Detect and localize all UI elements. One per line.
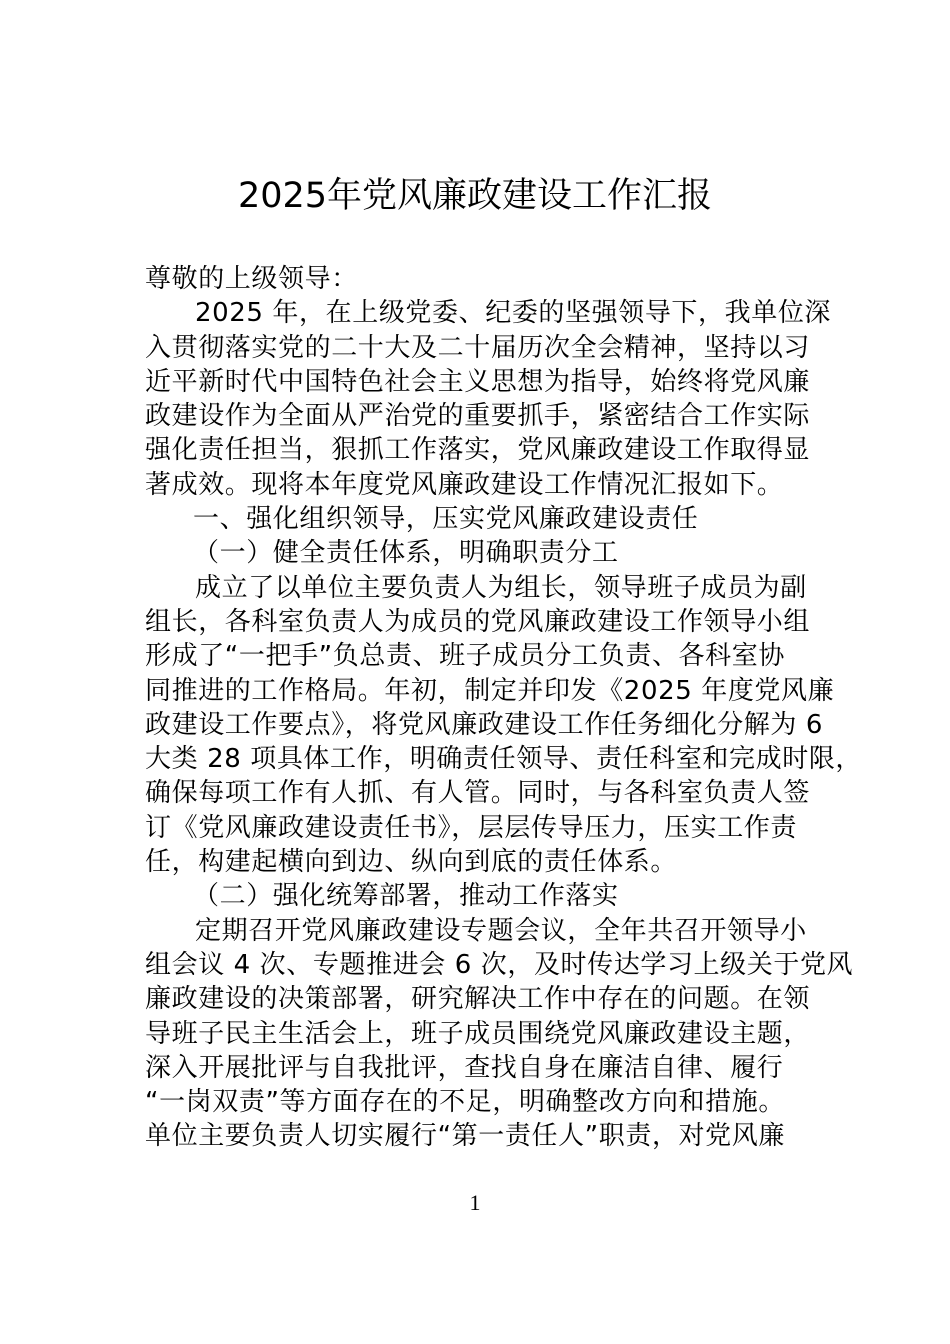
- paragraph-line: 深入开展批评与自我批评，查找自身在廉洁自律、履行: [145, 1052, 784, 1083]
- paragraph-line: 政建设工作要点》，将党风廉政建设工作任务细化分解为 6: [145, 709, 824, 740]
- salutation: 尊敬的上级领导：: [145, 264, 358, 294]
- subsection-heading: （一）健全责任体系，明确职责分工: [193, 538, 619, 569]
- paragraph-line: 任，构建起横向到边、纵向到底的责任体系。: [145, 847, 678, 878]
- paragraph-line: 廉政建设的决策部署，研究解决工作中存在的问题。在领: [145, 984, 811, 1015]
- paragraph-line: 政建设作为全面从严治党的重要抓手，紧密结合工作实际: [145, 401, 811, 432]
- paragraph-line: 订《党风廉政建设责任书》，层层传导压力，压实工作责: [145, 812, 798, 843]
- paragraph-line: “一岗双责”等方面存在的不足，明确整改方向和措施。: [145, 1087, 785, 1118]
- page-number: 1: [469, 1190, 481, 1215]
- paragraph-line: 入贯彻落实党的二十大及二十届历次全会精神，坚持以习: [145, 332, 811, 363]
- paragraph-line: 定期召开党风廉政建设专题会议，全年共召开领导小: [195, 915, 807, 946]
- paragraph-line: 形成了“一把手”负总责、班子成员分工负责、各科室协: [145, 641, 785, 672]
- paragraph-line: 组会议 4 次、专题推进会 6 次，及时传达学习上级关于党风: [145, 949, 854, 980]
- paragraph-line: 单位主要负责人切实履行“第一责任人”职责，对党风廉: [145, 1121, 785, 1152]
- paragraph-line: 大类 28 项具体工作，明确责任领导、责任科室和完成时限，: [145, 744, 863, 775]
- subsection-heading: （二）强化统筹部署，推动工作落实: [193, 881, 619, 912]
- paragraph-line: 同推进的工作格局。年初，制定并印发《2025 年度党风廉: [145, 675, 835, 706]
- paragraph-line: 近平新时代中国特色社会主义思想为指导，始终将党风廉: [145, 366, 811, 397]
- section-heading: 一、强化组织领导，压实党风廉政建设责任: [193, 504, 699, 535]
- paragraph-line: 组长，各科室负责人为成员的党风廉政建设工作领导小组: [145, 606, 811, 637]
- paragraph-line: 2025 年，在上级党委、纪委的坚强领导下，我单位深: [195, 298, 832, 329]
- paragraph-line: 著成效。现将本年度党风廉政建设工作情况汇报如下。: [145, 469, 784, 500]
- paragraph-line: 强化责任担当，狠抓工作落实，党风廉政建设工作取得显: [145, 435, 811, 466]
- document-body: [145, 262, 863, 1154]
- paragraph-line: 成立了以单位主要负责人为组长，领导班子成员为副: [195, 572, 807, 603]
- paragraph-line: 导班子民主生活会上，班子成员围绕党风廉政建设主题，: [145, 1018, 811, 1049]
- document-title: 2025年党风廉政建设工作汇报: [237, 176, 713, 216]
- paragraph-line: 确保每项工作有人抓、有人管。同时，与各科室负责人签: [145, 778, 811, 809]
